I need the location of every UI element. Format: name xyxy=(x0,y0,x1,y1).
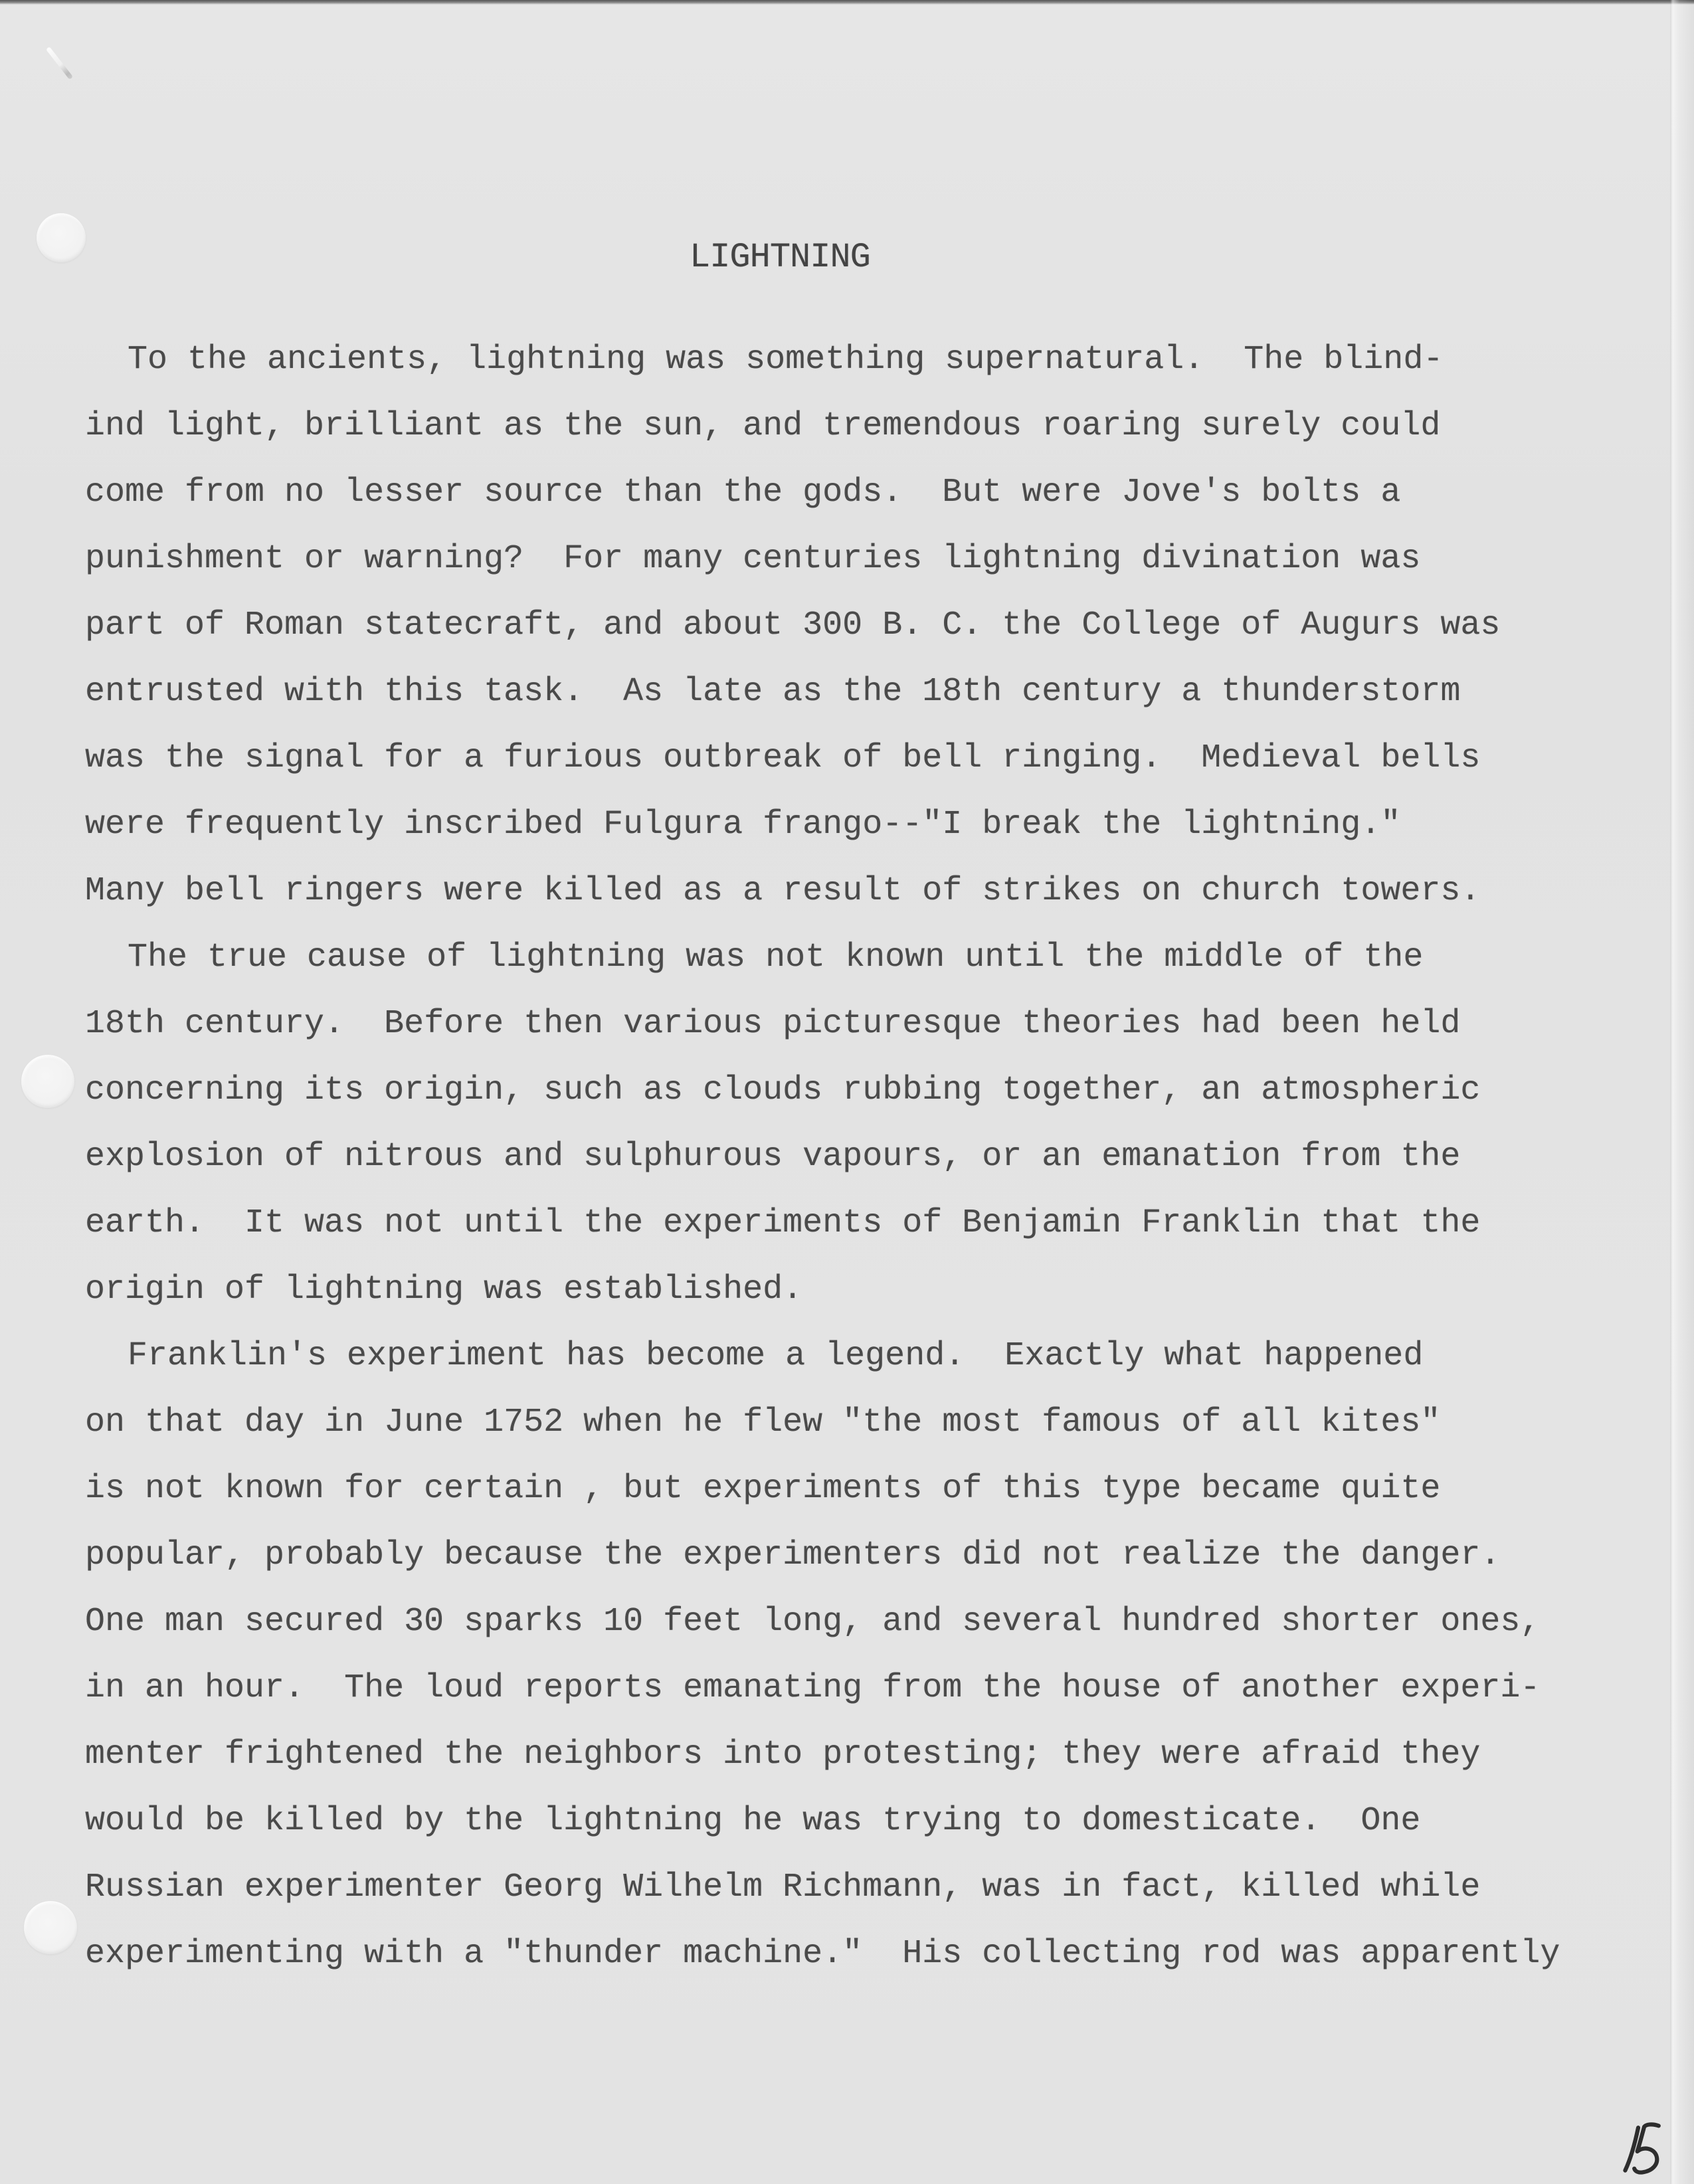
text-line: Russian experimenter Georg Wilhelm Richmann, was in fact, killed while xyxy=(85,1868,1481,1906)
text-line: popular, probably because the experimenters did not realize the danger. xyxy=(85,1536,1501,1574)
text-line: The true cause of lightning was not known until the middle of the xyxy=(128,939,1424,976)
punch-hole-top xyxy=(37,213,86,262)
punch-hole-middle xyxy=(21,1055,74,1108)
punch-hole-bottom xyxy=(24,1901,77,1954)
text-line: menter frightened the neighbors into protesting; they were afraid they xyxy=(85,1736,1481,1774)
text-line: would be killed by the lightning he was trying to domesticate. One xyxy=(85,1802,1421,1840)
text-line: To the ancients, lightning was something supernatural. The blind- xyxy=(128,341,1444,379)
paper-scratch-mark xyxy=(46,46,73,80)
text-line: punishment or warning? For many centuries lightning divination was xyxy=(85,540,1421,578)
text-line: One man secured 30 sparks 10 feet long, and several hundred shorter ones, xyxy=(85,1603,1541,1641)
text-line: ind light, brilliant as the sun, and tremendous roaring surely could xyxy=(85,407,1441,445)
page-number-value xyxy=(1610,2176,1611,2177)
text-line: Franklin's experiment has become a legend. Exactly what happened xyxy=(128,1337,1424,1375)
text-line: concerning its origin, such as clouds rubbing together, an atmospheric xyxy=(85,1071,1481,1109)
text-line: entrusted with this task. As late as the 18th century a thunderstorm xyxy=(85,673,1461,711)
handwritten-page-number xyxy=(1610,2120,1666,2176)
page-right-edge xyxy=(1670,0,1694,2184)
text-line: on that day in June 1752 when he flew "the most famous of all kites" xyxy=(85,1404,1441,1441)
text-line: is not known for certain , but experiments of this type became quite xyxy=(85,1470,1441,1508)
text-line: origin of lightning was established. xyxy=(85,1271,803,1309)
scan-top-edge xyxy=(0,0,1694,5)
page-number-digits-icon xyxy=(1610,2120,1666,2176)
text-line: earth. It was not until the experiments of Benjamin Franklin that the xyxy=(85,1204,1481,1242)
text-line: part of Roman statecraft, and about 300 B. C. the College of Augurs was xyxy=(85,606,1501,644)
text-line: experimenting with a "thunder machine." His collecting rod was apparently xyxy=(85,1935,1560,1973)
text-line: in an hour. The loud reports emanating from the house of another experi- xyxy=(85,1669,1541,1707)
document-body xyxy=(85,327,1560,1987)
page-title: LIGHTNING xyxy=(690,238,870,277)
text-line: was the signal for a furious outbreak of bell ringing. Medieval bells xyxy=(85,739,1481,777)
text-line: come from no lesser source than the gods. But were Jove's bolts a xyxy=(85,474,1401,511)
text-line: were frequently inscribed Fulgura frango--"I break the lightning." xyxy=(85,806,1401,844)
text-line: explosion of nitrous and sulphurous vapours, or an emanation from the xyxy=(85,1138,1461,1176)
text-line: Many bell ringers were killed as a result of strikes on church towers. xyxy=(85,872,1481,910)
text-line: 18th century. Before then various picturesque theories had been held xyxy=(85,1005,1461,1043)
